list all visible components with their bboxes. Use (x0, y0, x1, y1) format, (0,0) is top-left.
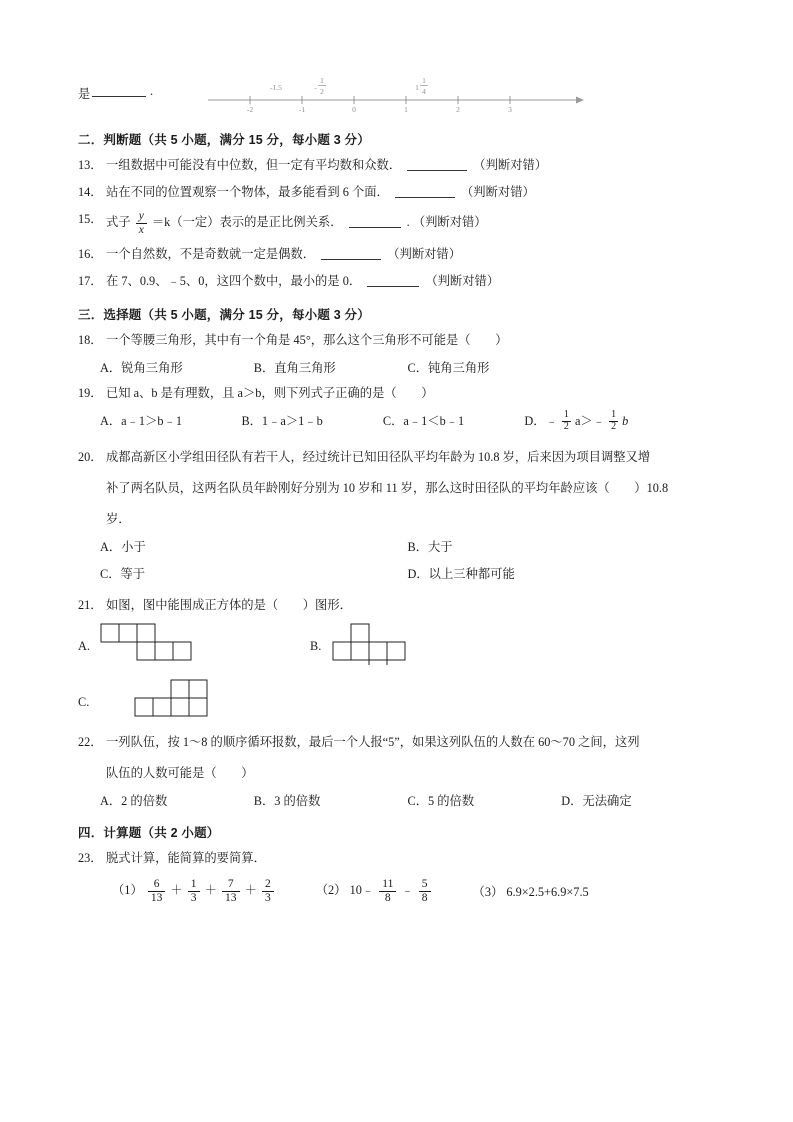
fraction-denominator: 3 (188, 891, 200, 905)
option-c-label[interactable]: C. (78, 694, 90, 709)
question-text-line1: 一列队伍，按 1～8 的顺序循环报数，最后一个人报“5”，如果这列队伍的人数在 60～70 之间，这列 (106, 734, 640, 749)
question-15 (78, 210, 715, 237)
calc-item-3 (473, 882, 589, 900)
options-19 (78, 411, 715, 434)
fraction-7-13 (222, 878, 240, 905)
answer-blank[interactable] (395, 186, 455, 198)
question-number: 23． (78, 850, 103, 865)
options-21-row1 (78, 623, 715, 665)
calc-item-label: （2） (315, 883, 347, 898)
fraction-numerator: 7 (227, 877, 234, 890)
calc-item-label: （1） (112, 883, 143, 898)
fraction-1-3 (188, 878, 200, 905)
svg-text:-: - (314, 83, 317, 92)
option-a[interactable]: A．锐角三角形 (100, 360, 183, 375)
question-tail: （判断对错） (412, 215, 487, 230)
question-text: 脱式计算，能简算的要简算． (106, 850, 266, 865)
question-text: 在 7、0.9、﹣5、0，这四个数中，最小的是 0． (106, 273, 362, 288)
question-text-line2: 队伍的人数可能是（ ） (106, 765, 254, 780)
option-d[interactable]: D．无法确定 (561, 793, 632, 808)
fraction-denominator: 8 (419, 891, 431, 905)
calc-item-2 (316, 878, 433, 905)
option-c[interactable]: C．钝角三角形 (407, 360, 490, 375)
fraction-denominator: 3 (262, 891, 274, 905)
option-d-pre: D．﹣ (524, 414, 558, 429)
question-number: 19． (78, 385, 103, 400)
fraction-numerator: 1 (190, 877, 197, 890)
option-b-label[interactable]: B. (310, 638, 322, 653)
svg-text:2: 2 (456, 105, 460, 114)
fraction-numerator: 11 (382, 877, 394, 890)
operator-plus-1: ＋ (170, 883, 183, 898)
svg-text:2: 2 (320, 87, 324, 96)
svg-text:-2: -2 (246, 105, 254, 114)
svg-text:4: 4 (422, 87, 426, 96)
question-text: 已知 a、b 是有理数，且 a＞b，则下列式子正确的是（ ） (106, 385, 434, 400)
top-item-period: . (150, 84, 154, 98)
fraction-one-half-2 (609, 410, 618, 433)
calc-expressions (78, 878, 715, 905)
option-a[interactable]: A．小于 (100, 539, 146, 554)
question-number: 21． (78, 597, 103, 612)
svg-text:3: 3 (508, 105, 512, 114)
option-d-tail: b (622, 414, 629, 429)
question-number: 18． (78, 332, 103, 347)
question-13 (78, 156, 715, 175)
question-number: 14． (78, 185, 103, 200)
question-tail: （判断对错） (473, 158, 548, 172)
option-b[interactable]: B．3 的倍数 (253, 793, 321, 808)
question-text-mid: ＝k（一定）表示的是正比例关系． (151, 215, 343, 230)
option-d[interactable]: D．以上三种都可能 (407, 566, 515, 581)
option-a[interactable]: A．2 的倍数 (100, 793, 168, 808)
option-a-label[interactable]: A. (78, 638, 90, 653)
option-b[interactable]: B．大于 (407, 539, 453, 554)
options-18 (78, 358, 715, 376)
top-item-prefix: 是 (78, 87, 91, 101)
question-tail: （判断对错） (387, 246, 462, 261)
question-text-line2: 补了两名队员，这两名队员年龄刚好分别为 10 岁和 11 岁，那么这时田径队的平均年龄应该（ ）10.8 (106, 480, 669, 495)
cube-net-c-figure (134, 679, 304, 721)
question-number: 16． (78, 246, 103, 261)
answer-blank[interactable] (92, 96, 146, 97)
svg-text:-1: -1 (298, 105, 306, 114)
question-number: 20． (78, 449, 103, 464)
operator-plus-2: ＋ (204, 883, 217, 898)
question-14 (78, 183, 715, 202)
fraction-numerator: y (138, 210, 144, 223)
calc-item-1 (112, 878, 276, 905)
question-text: 站在不同的位置观察一个物体，最多能看到 6 个面． (106, 185, 389, 200)
question-text: 一个自然数，不是奇数就一定是偶数． (106, 246, 316, 261)
operand-10-minus: 10﹣ (349, 883, 375, 898)
answer-blank[interactable] (407, 159, 467, 171)
option-d-mid: a＞﹣ (574, 414, 606, 429)
fraction-denominator: x (136, 223, 147, 237)
svg-text:1: 1 (320, 76, 324, 85)
fraction-numerator: 5 (421, 877, 428, 890)
section-heading-choice: 三．选择题（共 5 小题，满分 15 分，每小题 3 分） (78, 307, 370, 322)
options-20 (78, 537, 715, 582)
fraction-2-3 (262, 878, 274, 905)
option-c[interactable]: C．a﹣1＜b﹣1 (382, 414, 465, 429)
top-numberline-item (78, 70, 715, 116)
question-21 (78, 596, 715, 615)
question-text: 一组数据中可能没有中位数，但一定有平均数和众数． (106, 158, 402, 172)
expression: 6.9×2.5+6.9×7.5 (506, 885, 589, 900)
option-c[interactable]: C．等于 (100, 566, 146, 581)
fraction-6-13 (148, 878, 166, 905)
question-20 (78, 448, 715, 529)
option-b[interactable]: B．1﹣a＞1﹣b (241, 414, 323, 429)
option-c[interactable]: C．5 的倍数 (407, 793, 475, 808)
answer-blank[interactable] (349, 216, 401, 228)
fraction-one-half (562, 410, 571, 433)
question-22 (78, 733, 715, 783)
fraction-denominator: 13 (222, 891, 240, 905)
question-number: 15． (78, 212, 103, 227)
question-number: 22． (78, 734, 103, 749)
question-number: 13． (78, 158, 103, 172)
section-heading-calc: 四．计算题（共 2 小题） (78, 825, 220, 840)
cube-net-a-figure (100, 623, 250, 665)
answer-blank[interactable] (321, 248, 381, 260)
fraction-numerator: 2 (264, 877, 271, 890)
fraction-5-8 (419, 878, 431, 905)
cube-net-b-figure (332, 623, 482, 665)
fraction-numerator: 1 (611, 409, 617, 421)
fraction-denominator: 8 (379, 891, 396, 905)
question-tail: （判断对错） (425, 273, 500, 288)
operator-minus: ﹣ (401, 883, 414, 898)
option-a[interactable]: A．a﹣1＞b﹣1 (100, 414, 182, 429)
question-18 (78, 331, 715, 350)
calc-item-label: （3） (472, 885, 504, 900)
question-number: 17． (78, 273, 103, 288)
svg-text:1: 1 (415, 83, 419, 92)
option-b[interactable]: B．直角三角形 (253, 360, 336, 375)
fraction-denominator: 2 (563, 420, 569, 432)
number-line-figure (198, 70, 588, 116)
question-text-line1: 成都高新区小学组田径队有若干人，经过统计已知田径队平均年龄为 10.8 岁，后来因为项目调整又增 (106, 449, 651, 464)
fraction-11-8 (379, 878, 396, 905)
fraction-denominator: 13 (148, 891, 166, 905)
fraction-y-over-x (136, 210, 147, 237)
question-tail: （判断对错） (461, 185, 535, 200)
question-23 (78, 849, 715, 868)
fraction-numerator: 1 (563, 409, 569, 421)
question-17 (78, 272, 715, 291)
svg-text:1: 1 (404, 105, 408, 114)
period: . (406, 215, 410, 230)
fraction-numerator: 6 (153, 877, 160, 890)
question-19 (78, 384, 715, 403)
options-21-row2 (78, 679, 715, 721)
answer-blank[interactable] (367, 275, 419, 287)
operator-plus-3: ＋ (244, 883, 257, 898)
fraction-denominator: 2 (611, 420, 617, 432)
question-text-pre: 式子 (106, 215, 131, 230)
section-heading-judge: 二．判断题（共 5 小题，满分 15 分，每小题 3 分） (78, 133, 370, 147)
svg-text:-1.5: -1.5 (270, 83, 282, 92)
svg-text:1: 1 (422, 76, 426, 85)
question-text-line3: 岁． (106, 511, 131, 526)
options-22 (78, 791, 715, 809)
question-16 (78, 245, 715, 264)
svg-text:0: 0 (352, 105, 356, 114)
question-text: 一个等腰三角形，其中有一个角是 45°，那么这个三角形不可能是（ ） (106, 332, 508, 347)
option-d[interactable] (524, 411, 715, 434)
question-text: 如图，图中能围成正方体的是（ ）图形． (106, 597, 352, 612)
